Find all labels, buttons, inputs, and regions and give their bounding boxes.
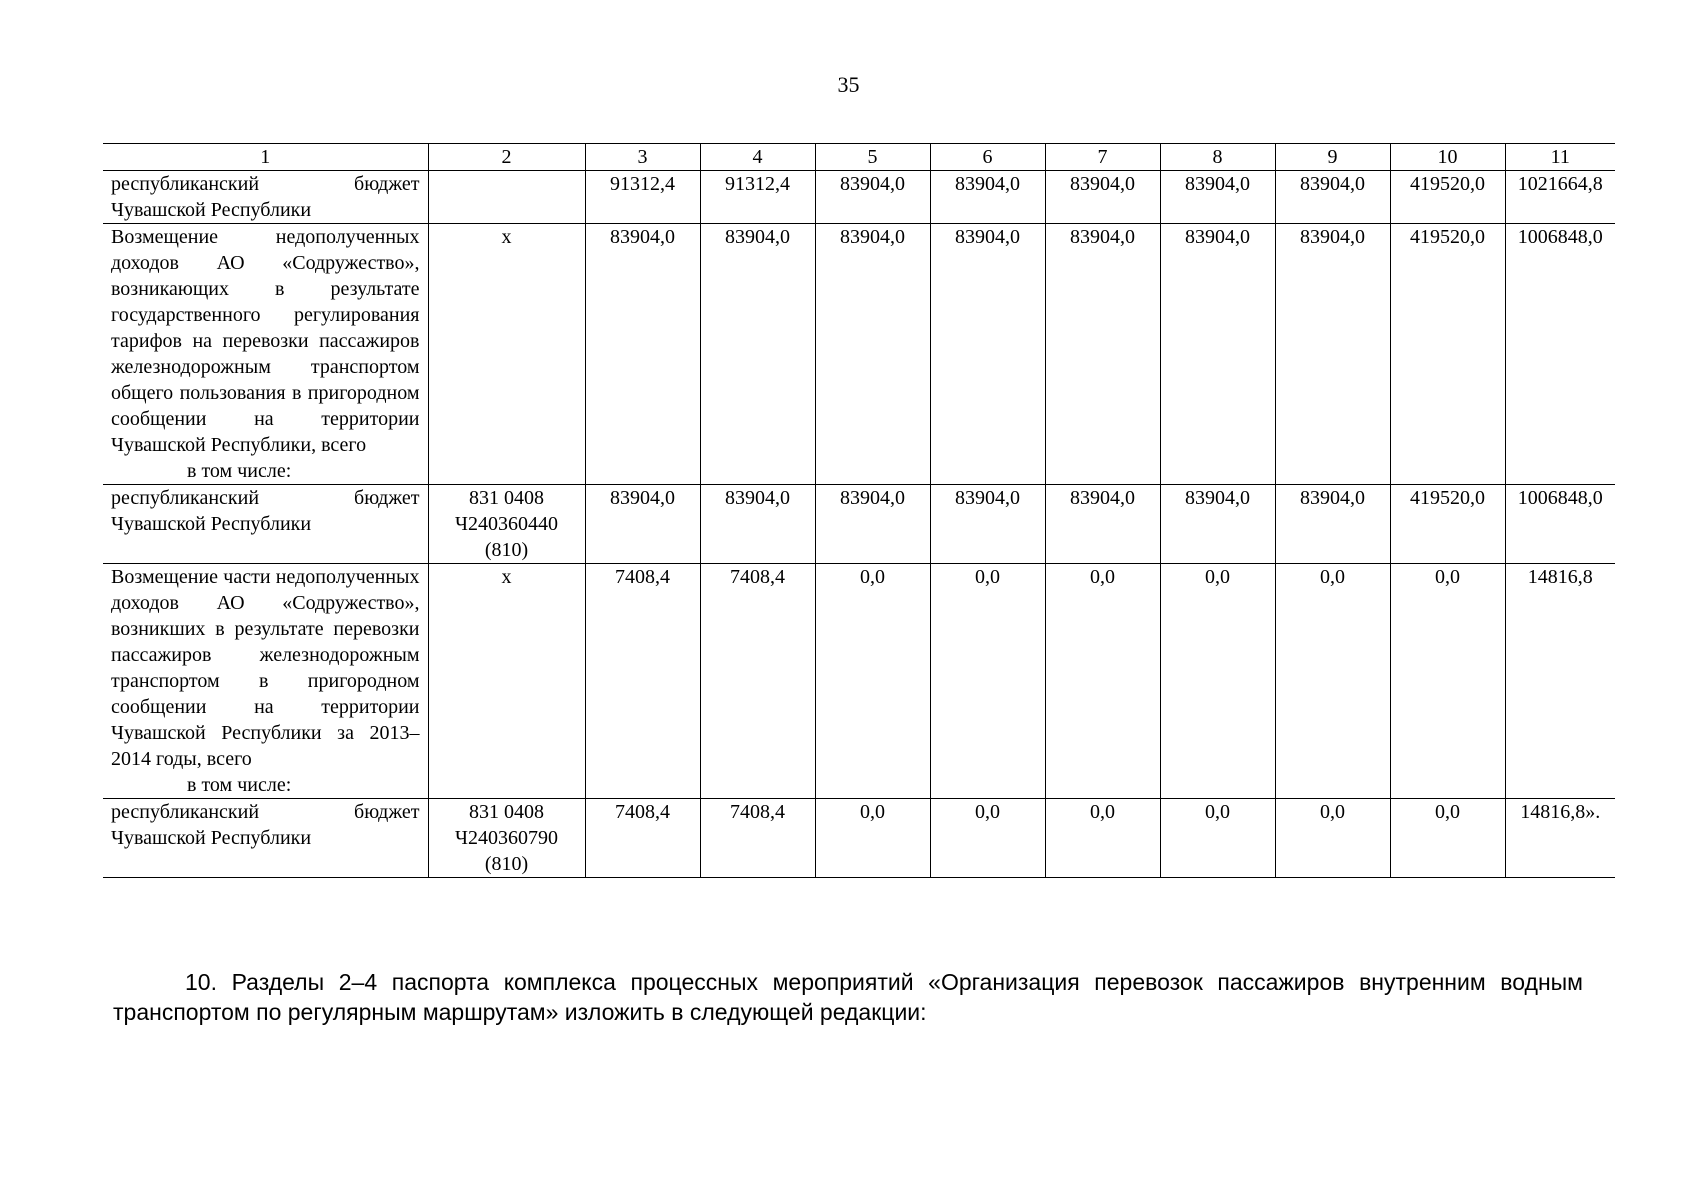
row-value: 83904,0 [815, 485, 930, 564]
row-description-text: Возмещение части недополученных доходов АО «Содружество», возникших в результате перевозки пассажиров железнодорожным транспортом в пригородном сообщении на территории Чувашской Республики за 2013–2014 годы, всего [111, 566, 420, 770]
row-code-line: (810) [484, 539, 529, 561]
row-description-text: республиканский бюджет Чувашской Республики [111, 173, 420, 221]
row-value: 83904,0 [700, 224, 815, 485]
row-code-line: Ч240360440 [455, 513, 558, 535]
row-value: 83904,0 [1275, 485, 1390, 564]
row-description [103, 224, 428, 485]
row-value: 0,0 [1390, 799, 1505, 878]
row-value: 0,0 [930, 799, 1045, 878]
table-row [103, 564, 1615, 799]
row-value: 83904,0 [585, 224, 700, 485]
row-value: 419520,0 [1390, 171, 1505, 224]
column-header: 1 [103, 144, 428, 171]
row-description [103, 799, 428, 878]
table-row [103, 224, 1615, 485]
row-value: 1006848,0 [1505, 224, 1615, 485]
row-value: 1021664,8 [1505, 171, 1615, 224]
column-header: 4 [700, 144, 815, 171]
row-value: 83904,0 [1045, 224, 1160, 485]
row-code-line: х [501, 566, 512, 588]
row-code [428, 224, 585, 485]
row-value: 83904,0 [1160, 224, 1275, 485]
row-value: 0,0 [1045, 564, 1160, 799]
body-paragraph: 10. Разделы 2–4 паспорта комплекса процессных мероприятий «Организация перевозок пассажиров внутренним водным транспортом по регулярным маршрутам» изложить в следующей редакции: [113, 969, 1583, 1025]
row-value: 83904,0 [1160, 171, 1275, 224]
row-value: 83904,0 [1275, 224, 1390, 485]
page-number: 35 [837, 72, 860, 97]
row-value: 91312,4 [700, 171, 815, 224]
row-description-text: республиканский бюджет Чувашской Республики [111, 487, 420, 535]
row-code-line: 831 0408 [469, 487, 544, 509]
row-code [428, 171, 585, 224]
column-header: 2 [428, 144, 585, 171]
row-code-line: 831 0408 [469, 801, 544, 823]
row-value: 83904,0 [930, 485, 1045, 564]
row-value: 0,0 [1275, 799, 1390, 878]
row-description-text: республиканский бюджет Чувашской Республики [111, 801, 420, 849]
header-row [103, 144, 1615, 171]
column-header: 8 [1160, 144, 1275, 171]
row-value: 0,0 [815, 564, 930, 799]
row-code [428, 564, 585, 799]
row-value: 0,0 [1160, 799, 1275, 878]
column-header: 7 [1045, 144, 1160, 171]
row-code-line: х [501, 226, 512, 248]
row-value: 83904,0 [1045, 485, 1160, 564]
row-code [428, 799, 585, 878]
row-value: 0,0 [1160, 564, 1275, 799]
row-value: 83904,0 [930, 224, 1045, 485]
row-code-line: (810) [484, 853, 529, 875]
row-value: 83904,0 [700, 485, 815, 564]
row-description [103, 171, 428, 224]
row-value: 0,0 [1045, 799, 1160, 878]
row-value: 0,0 [815, 799, 930, 878]
row-value: 419520,0 [1390, 485, 1505, 564]
row-value: 83904,0 [1275, 171, 1390, 224]
row-value: 14816,8». [1505, 799, 1615, 878]
column-header: 6 [930, 144, 1045, 171]
row-value: 7408,4 [585, 799, 700, 878]
table-body [103, 171, 1615, 878]
row-description [103, 485, 428, 564]
budget-table [103, 143, 1615, 878]
row-value: 419520,0 [1390, 224, 1505, 485]
table-row [103, 171, 1615, 224]
column-header: 3 [585, 144, 700, 171]
row-value: 14816,8 [1505, 564, 1615, 799]
row-value: 0,0 [1275, 564, 1390, 799]
row-value: 83904,0 [930, 171, 1045, 224]
row-description-text: Возмещение недополученных доходов АО «Содружество», возникающих в результате государственного регулирования тарифов на перевозки пассажиров железнодорожным транспортом общего пользования в пригородном сообщении на территории Чувашской Республики, всего [111, 226, 420, 456]
row-description [103, 564, 428, 799]
column-header: 5 [815, 144, 930, 171]
column-header: 10 [1390, 144, 1505, 171]
row-value: 7408,4 [700, 799, 815, 878]
row-value: 83904,0 [815, 171, 930, 224]
row-description-subline: в том числе: [187, 774, 292, 796]
row-value: 91312,4 [585, 171, 700, 224]
row-value: 83904,0 [1160, 485, 1275, 564]
column-header: 11 [1505, 144, 1615, 171]
row-value: 0,0 [930, 564, 1045, 799]
table-row [103, 799, 1615, 878]
row-value: 0,0 [1390, 564, 1505, 799]
column-header: 9 [1275, 144, 1390, 171]
row-code-line: Ч240360790 [455, 827, 558, 849]
row-value: 83904,0 [815, 224, 930, 485]
row-description-subline: в том числе: [187, 460, 292, 482]
row-value: 7408,4 [700, 564, 815, 799]
row-value: 1006848,0 [1505, 485, 1615, 564]
row-code [428, 485, 585, 564]
row-value: 83904,0 [585, 485, 700, 564]
row-value: 7408,4 [585, 564, 700, 799]
row-value: 83904,0 [1045, 171, 1160, 224]
table-row [103, 485, 1615, 564]
